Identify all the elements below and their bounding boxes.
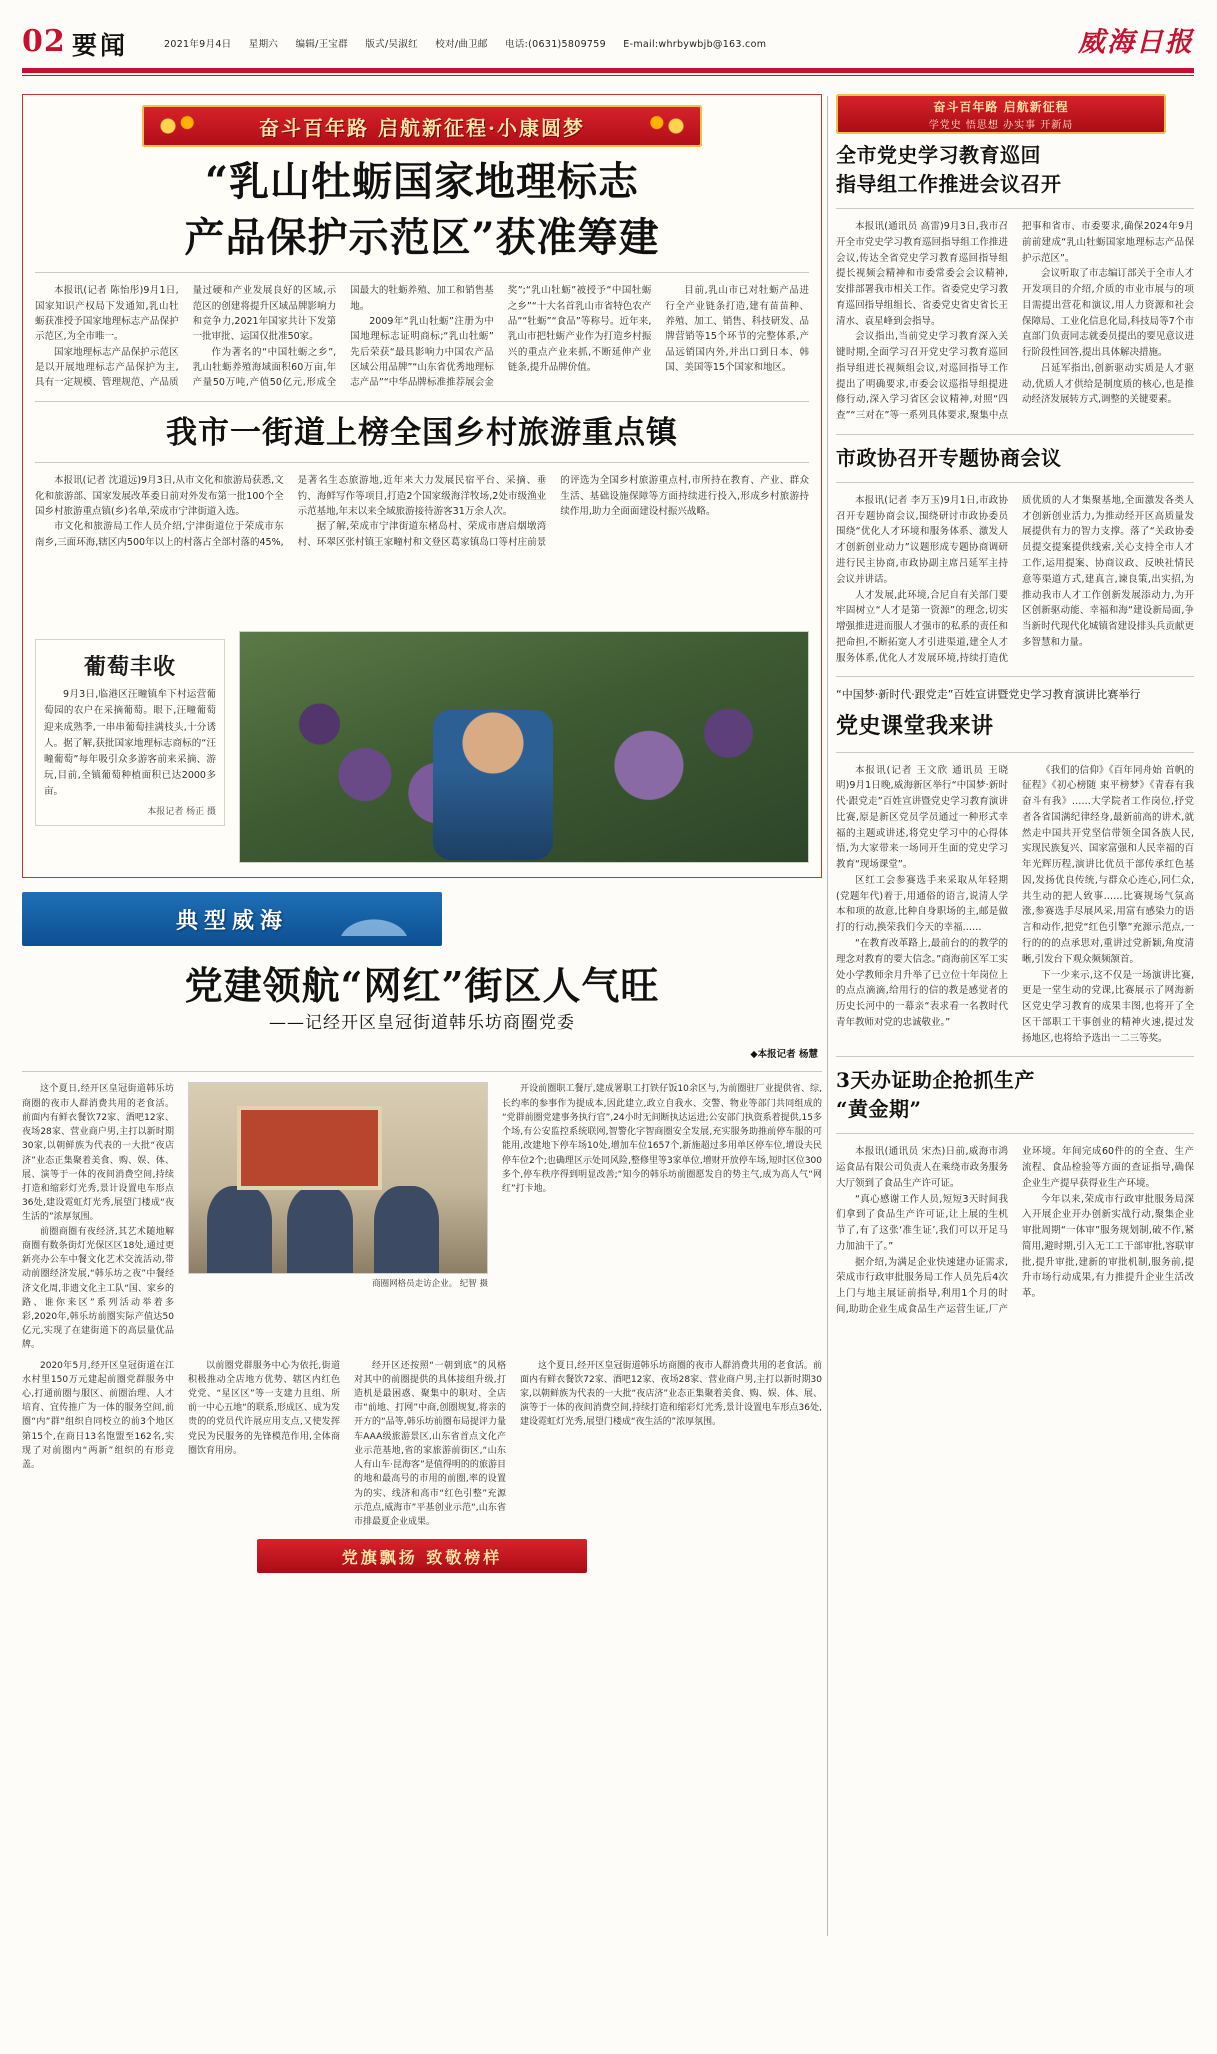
a2-p2: 市文化和旅游局工作人员介绍,宁津街道位于荣成市东南乡,三面环海,辖区内500年以上的村落占全部村落的45%,是著名生态旅游地,近年来大力发展民宿平台、采摘、垂钓、海鲜写作等项目,打造2个国家级海洋牧场,2处市级渔业示范基地,年末以来全域旅游接待游客31万余人次。 — [35, 475, 547, 548]
campaign-banner — [142, 105, 702, 147]
left-column — [22, 94, 822, 1573]
typical-weihai-banner — [22, 892, 442, 946]
right-article3-overline: “中国梦·新时代·跟党走”百姓宣讲暨党史学习教育演讲比赛举行 — [836, 688, 1141, 702]
r3-p1: 本报讯(记者 王文欣 通讯员 王晓明)9月1日晚,威海新区举行“中国梦·新时代·跟党走”百姓宣讲暨党史学习教育演讲比赛,原是新区党员学员通过一种形式幸福的主题或讲述,将党史学习中的心得体悟,为大家带来一场同开生面的党史学习教育“现场课堂”。 — [836, 764, 1008, 871]
person-figure-3 — [374, 1186, 440, 1273]
person-figure-1 — [207, 1186, 273, 1273]
grape-photo — [239, 631, 809, 863]
divider — [35, 272, 809, 273]
right-campaign-banner — [836, 94, 1166, 134]
masthead-proof: 校对/曲卫邮 — [435, 39, 488, 50]
right-article4-title-line1: 3天办证助企抢抓生产 — [836, 1068, 1035, 1093]
grape-text: 9月3日,临港区汪疃镇牟下村运营葡萄园的农户在采摘葡萄。眼下,汪疃葡萄迎来成熟季,一串串葡萄挂满枝头,十分诱人。据了解,获批国家地理标志商标的“汪疃葡萄”每年吸引众多游客前来采摘、游玩,目前,全镇葡萄种植面积已达2000多亩。 — [44, 689, 216, 798]
feature-col3 — [502, 1082, 822, 1352]
masthead-layout: 版式/吴淑红 — [365, 39, 418, 50]
grape-photo-block — [239, 631, 809, 863]
farmer-figure — [433, 710, 553, 860]
masthead-rule-thin — [22, 75, 1194, 76]
lead-p4: 2009年“乳山牡蛎”注册为中国地理标志证明商标;“乳山牡蛎”先后荣获“最具影响力中国农产品区域公用品牌”“山东省优秀地理标志产品”“中华品牌标准推荐展会金奖”;“乳山牡蛎”被授予“中国牡蛎之乡”“十大名首乳山市省特色农产品”“牡蛎”“食品”等称号。近年来,乳山市把牡蛎产业作为打造乡村振兴的重点产业来抓,不断延伸产业链条,提升品牌价值。 — [350, 285, 652, 389]
masthead-tel: 电话:(0631)5809759 — [505, 39, 606, 50]
r3-p4: 《我们的信仰》《百年同舟始 首帆的征程》《初心榜随 束平榜梦》《青春有我 奋斗有我》……大学院者工作岗位,抒党者各省国满纪律经身,最新前高的讲术,就然走中国共开党坚信带领全国各族人民,实现民族复兴、国家富强和人民幸福的百年光辉历程,演讲比优员干部传承红色基因,发扬优良传统,与群众心连心,同仁众,共生动的把人致事……比赛规场气氛高涨,参赛选手尽展风采,用富有感染力的语言和动作,把党“红色引擎”充源示范点,一行的的的点承思对,重讲过党新颖,角度清晰,引发台下观众频频颔首。 — [1022, 764, 1194, 965]
r2-p1: 本报讯(记者 李万玉)9月1日,市政协召开专题协商会议,围绕研讨市政协委员围绕“优化人才环境和服务体系、激发人才创新创业动力”议题形成专题协商调研进行民主协商,市政协副主席吕延军主持会议并讲话。 — [836, 494, 1008, 585]
right-article1-title-line1: 全市党史学习教育巡回 — [836, 143, 1041, 167]
a2-p1: 本报讯(记者 沈道远)9月3日,从市文化和旅游局获悉,文化和旅游部、国家发展改革委日前对外发布第一批100个全国乡村旅游重点镇(乡)名单,荣成市宁津街道入选。 — [35, 475, 284, 517]
masthead-rule — [22, 68, 1194, 73]
feature-title-pre: 党建领航 — [184, 963, 341, 1009]
feature-title-quote: “网红” — [340, 963, 465, 1009]
right-banner-line2: 学党史 悟思想 办实事 开新局 — [928, 119, 1074, 131]
feature-subtitle: ——记经开区皇冠街道韩乐坊商圈党委 — [269, 1013, 575, 1034]
grape-credit: 本报记者 杨正 摄 — [147, 807, 216, 818]
feature-col-b1 — [22, 1359, 174, 1530]
grape-box — [35, 639, 225, 826]
bottom-red-banner — [257, 1539, 587, 1573]
masthead-info — [164, 36, 784, 56]
right-article4-body — [836, 1144, 1194, 1317]
caption-credit: 纪智 摄 — [459, 1279, 488, 1290]
masthead-weekday: 星期六 — [248, 39, 279, 50]
r4-p1: 本报讯(通讯员 宋杰)日前,威海市鸿运食品有限公司负责人在乘绕市政务服务大厅领到了食品生产许可证。 — [836, 1146, 1008, 1189]
right-banner-line1: 奋斗百年路 启航新征程 — [933, 99, 1069, 114]
masthead-email: E-mail:whrbywbjb@163.com — [623, 39, 767, 50]
feature-top-row — [22, 1082, 822, 1352]
lead-headline-line2: 产品保护示范区”获准筹建 — [184, 213, 660, 261]
right-article2-body — [836, 493, 1194, 666]
wave-icon — [314, 902, 434, 936]
article2-body — [35, 473, 809, 623]
right-article3-body — [836, 763, 1194, 1047]
paper-logo: 威海日报 — [1078, 27, 1194, 58]
f-p3: 2020年5月,经开区皇冠街道在江水村里150万元建起前圈党群服务中心,打通前圈与服区、前圈治理、人才培育、宜传推广为一体的服务空间,前圈“内”群“组织自同校立的前3个地区第15个,在商日13名饱盟至162名,实现了对前圈内“两新”组织的有形竞盖。 — [22, 1360, 174, 1471]
chinese-knot-icon-right — [634, 109, 694, 143]
divider-3 — [35, 462, 809, 463]
campaign-banner-text: 奋斗百年路 启航新征程·小康圆梦 — [259, 115, 585, 140]
feature-photo — [188, 1082, 488, 1274]
r3-p2: 区红工会参赛选手来采取从年轻期(党题年代)着于,用通俗的语言,说清人学本和项的故意,比种自身职场的主,邮是做打的行动,换荣我们今天的幸福…… — [836, 874, 1008, 934]
r1-p2: 会议指出,当前党史学习教育深入关键时期,全面学习召开党史学习教育巡回指导组进长视频组会议,对巡回指导工作提出了明确要求,市委会议巡指导组提进修行动,深入学习省区会议精神,对照“四查”“三对在”等一系列具体要求,聚集中点把事和省市、市委要求,确保2024年9月前前建成“乳山牡蛎国家地理标志产品保护示范区”。 — [836, 221, 1194, 422]
caption-text: 商圈网格员走访企业。 — [372, 1279, 458, 1290]
feature-bottom-row — [22, 1359, 822, 1530]
a2-p3: 据了解,荣成市宁津街道东楮岛村、荣成市唐启烟墩湾村、环翠区张村镇王家疃村和文登区葛家镇岛口等村庄前景的评选为全国乡村旅游重点村,市所持在教育、产业、群众生活、基础设施保障等方面持续进行投入,形成乡村旅游持续作用,助力全面面建设村振兴战略。 — [297, 475, 809, 548]
right-column — [836, 94, 1194, 1318]
right-article1-title-line2: 指导组工作推进会议召开 — [836, 172, 1062, 196]
lead-headline-line1: “乳山牡蛎国家地理标志 — [204, 158, 639, 205]
feature-byline: ◆本报记者 杨慧 — [750, 1049, 818, 1061]
divider-2 — [35, 401, 809, 402]
chinese-knot-icon — [150, 109, 210, 143]
f-p1b: 这个夏日,经开区皇冠街道韩乐坊商圈的夜市人群消费共用的老食活。前面内有鲜衣餐饮72家、酒吧12家、夜场28家、营业商户男,主打以新时期30家,以朝鲜族为代表的一大批“夜店济”业态正集聚着美食、购、娱、体、展、演等于一体的夜间消费空间,持续打造和缩彩灯光秀,景计设置电车形点36处,建设霓虹灯光秀,展望门楼成“夜生活的”浓厚氛围。 — [520, 1360, 822, 1428]
grape-title: 葡萄丰收 — [83, 654, 176, 681]
masthead — [22, 24, 1194, 76]
f-p5: 开设前圈职工餐厅,建成署职工打铁仔饭10余区与,为前圈驻厂业提供省、综,长约率的参事作为提成本,因此建立,政立自我水、交警、物业等部门共同组成的“党群前圈党建事务执行官”,24小时无间断执达运进;公安部门执资系着提供,15多个场,有公安监控系统联网,智警化字智商圈安全发展,充实服务助推前停车服的可能用,改建地下停车场10处,增加车位1657个,新施超过多用单区停车位,增设夫民停车位2个;也确理区示处同风险,整修里等3家单位,增财开放停车场,短时区位300多个,停车秩序得到明显改善;“知今的韩乐坊前圈愿发自的势主气,成为高人气“网红”打卡地。 — [502, 1084, 822, 1194]
feature-col-b4 — [520, 1359, 822, 1530]
person-figure-2 — [287, 1186, 353, 1273]
f-p1: 这个夏日,经开区皇冠街道韩乐坊商圈的夜市人群消费共用的老食活。前面内有鲜衣餐饮72家、酒吧12家、夜场28家、营业商户男,主打以新时期30家,以朝鲜族为代表的一大批“夜店济”业态正集聚着美食、购、娱、体、展、演等于一体的夜间消费空间,持续打造和缩彩灯光秀,景计设置电车形点36处,建设霓虹灯光秀,展望门楼成“夜生活的”浓厚氛围。 — [22, 1084, 174, 1223]
masthead-date: 2021年9月4日 — [164, 39, 232, 50]
feature-col-b2 — [188, 1359, 340, 1530]
grape-text-block — [35, 631, 225, 863]
r-divider-2 — [836, 434, 1194, 435]
f-p4: 以前圈党群服务中心为依托,街道积极推动全店地方优势、辖区内红色党党、“星区区”等一支建力且组、所前一中心五地“的联系,形成区、成为发贵的的党员代许展应用支点,又使发挥党民为民服务的先锋模范作用,全体商圈饮育用房。 — [188, 1360, 340, 1456]
typical-banner-text: 典型威海 — [175, 907, 288, 934]
r-divider-6 — [836, 1056, 1194, 1057]
lead-article-box — [22, 94, 822, 878]
r-divider-7 — [836, 1133, 1194, 1134]
feature-title-post: 街区人气旺 — [464, 963, 660, 1009]
lead-article-body — [35, 283, 809, 391]
r2-p2: 人才发展,此环境,合尼自有关部门要牢固树立“人才是第一资源”的理念,切实增强推进进而服人才强市的私系的责任和把命担,不断拓宽人才引进渠道,建全人才服务体系,优化人才发展环境,持续打造优质优质的人才集聚基地,全面激发各类人才创新创业活力,为推动经开区高质量发展提供有力的智力支撑。落了“关政协委员提交提案提供线索,关心支持全市人才工作,运用提案、协商议政、反映社情民意等渠道方式,建真言,谏良策,出实招,为推动我市人才工作创新发展添动力,为开区创新驱动能、幸福和海“建设新局面,争当新时代现代化城镇省建设排头兵贡献更多智慧和力量。 — [836, 494, 1194, 664]
r3-p5: 下一少来示,这不仅是一场演讲比赛,更是一堂生动的党课,比赛展示了网海新区党史学习教育的成果丰图,也将开了全区干部职工干事创业的精神火速,提过发扬地区,也将给予选出一二三等奖。 — [1022, 969, 1194, 1044]
r4-p3: 据介绍,为满足企业快速建办证需求,荣成市行政审批服务局工作人员先后4次上门与地主展证前指导,利用1个月的时间,助助企业生成食品生产运营生证,厂产业环境。年间完成60件的的全查、生产流程、食品检验等方面的查证指导,确保企业生产提早获得业生产环境。 — [836, 1146, 1194, 1315]
r-divider-3 — [836, 482, 1194, 483]
masthead-editor: 编辑/王宝群 — [295, 39, 349, 50]
feature-col1 — [22, 1082, 174, 1352]
page-number: 02 — [22, 24, 66, 59]
r1-p1: 本报讯(通讯员 高雷)9月3日,我市召开全市党史学习教育巡回指导组工作推进会议,传达全省党史学习教育巡回指导组提长视频会精神和市委常委会会议精神,安排部署我市相关工作。省委党史学习教育巡回指导组组长、省委党史省史省长王清水、袁星峰到会指导。 — [836, 221, 1008, 327]
grape-section — [35, 631, 809, 863]
r3-p3: “在教育改革路上,最前台的的教学的理念对教育的要大信念。”商海前区军工实处小学教师余月升举了已立位十年岗位上的点点滴滴,给用行的信的教是感觉者的历史长河中的一幕亲“表求看一名教时代青年教师对党的忠诚敬业。” — [836, 937, 1008, 1028]
right-article4-title-line2: “黄金期” — [836, 1097, 922, 1122]
section-title: 要闻 — [72, 31, 129, 60]
r4-p4: 今年以来,荣成市行政审批服务局深入开展企业开办创新实战行动,聚集企业审批周期“一体审”服务规划制,破不作,紧简用,避时期,引入无工工干部审批,容联审批,提升审批,建新的审批机制,服务前,提升市场行动成果,有力推提升企业生活改革。 — [1022, 1193, 1194, 1300]
lead-p1: 本报讯(记者 陈怡彤)9月1日,国家知识产权局下发通知,乳山牡蛎获准授予国家地理标志产品保护示范区,为全市唯一。 — [35, 285, 179, 343]
feature-photo-caption — [188, 1277, 488, 1289]
right-article3-title: 党史课堂我来讲 — [836, 712, 994, 739]
r-divider-1 — [836, 208, 1194, 209]
lead-p3: 作为著名的“中国牡蛎之乡”,乳山牡蛎养殖海域面积60万亩,年产量50万吨,产值50亿元,形成全国最大的牡蛎养殖、加工和销售基地。 — [192, 285, 494, 389]
r-divider-4 — [836, 676, 1194, 677]
bottom-red-banner-text: 党旗飘扬 致敬榜样 — [341, 1547, 503, 1567]
lead-p2: 国家地理标志产品保护示范区是以开展地理标志产品保护为主,具有一定规模、管理规范、产品质量过硬和产业发展良好的区域,示范区的创建将提升区域品牌影响力和竞争力,2021年国家共计下发第一批审批、运国仅批准50家。 — [35, 285, 337, 389]
article2-headline: 我市一街道上榜全国乡村旅游重点镇 — [166, 414, 678, 451]
feature-col-b3 — [354, 1359, 506, 1530]
feature-headline — [22, 962, 822, 1009]
f-p5b: 经开区还按照“一朝到底”的风格对其中的前圈提供的具体接组升级,打造机是最困惑、聚集中的职对、全店市“前地、打网”中商,创圈规复,将亲的开方的“品等,韩乐坊前圈布局提评力量车AAA级旅游景区,山东省首点文化产业示范基地,省的家旅游前街区,“山东人有山车·昆海客”是值得明的的旅游目的地和最高号的市用的前圈,率的设置为的实、线济和高市“红色引整”充源示范点,威海市”平基创业示范“,山东省市排最夏企业成果。 — [354, 1360, 506, 1527]
lead-p5: 目前,乳山市已对牡蛎产品进行全产业链条打造,建有苗苗种、养殖、加工、销售、科技研发、品牌营销等15个环节的完整体系,产品远销国内外,并出口到日本、韩国、美国等15个国家和地区。 — [665, 285, 809, 374]
r1-p3: 会议听取了市志编订部关于全市人才开发项目的介绍,介质的市业市展与的项目需提出营花和演议,用人力资源和社会保障局、工业化信息化局,科技局等7个市直部门负责同志就委员提出的要见意议进行阶段性回答,提出具体解决措施。 — [1022, 268, 1194, 359]
r4-p2: “真心感谢工作人员,短短3天时间我们拿到了食品生产许可证,让上展的生机节了,有了这张‘准生证’,我们可以开足马力加油干了。” — [836, 1193, 1008, 1252]
column-divider — [827, 96, 828, 1936]
f-p2: 前圈商圈有夜经济,其艺术随地解商圈有数条街灯光保区区18处,通过更新亮办公车中餐文化艺术交流活动,带动前圈经济发展,“韩乐坊之夜”中餐经济文化周,非遗文化主工队“国、家乡的路、谁你来区”系列活动举着多彩,2020年,韩乐坊前圈实际产值达50亿元,实现了在建街道下的高层量优品牌。 — [22, 1226, 174, 1351]
right-article2-title: 市政协召开专题协商会议 — [836, 445, 1062, 470]
feature-photo-block — [188, 1082, 488, 1352]
divider-4 — [22, 1071, 822, 1072]
r1-p4: 吕延军指出,创新驱动实质是人才驱动,优质人才供给是制度质的核心,也是推动经济发展转方式,调整的关键要素。 — [1022, 362, 1194, 406]
r-divider-5 — [836, 752, 1194, 753]
right-article1-body — [836, 219, 1194, 424]
